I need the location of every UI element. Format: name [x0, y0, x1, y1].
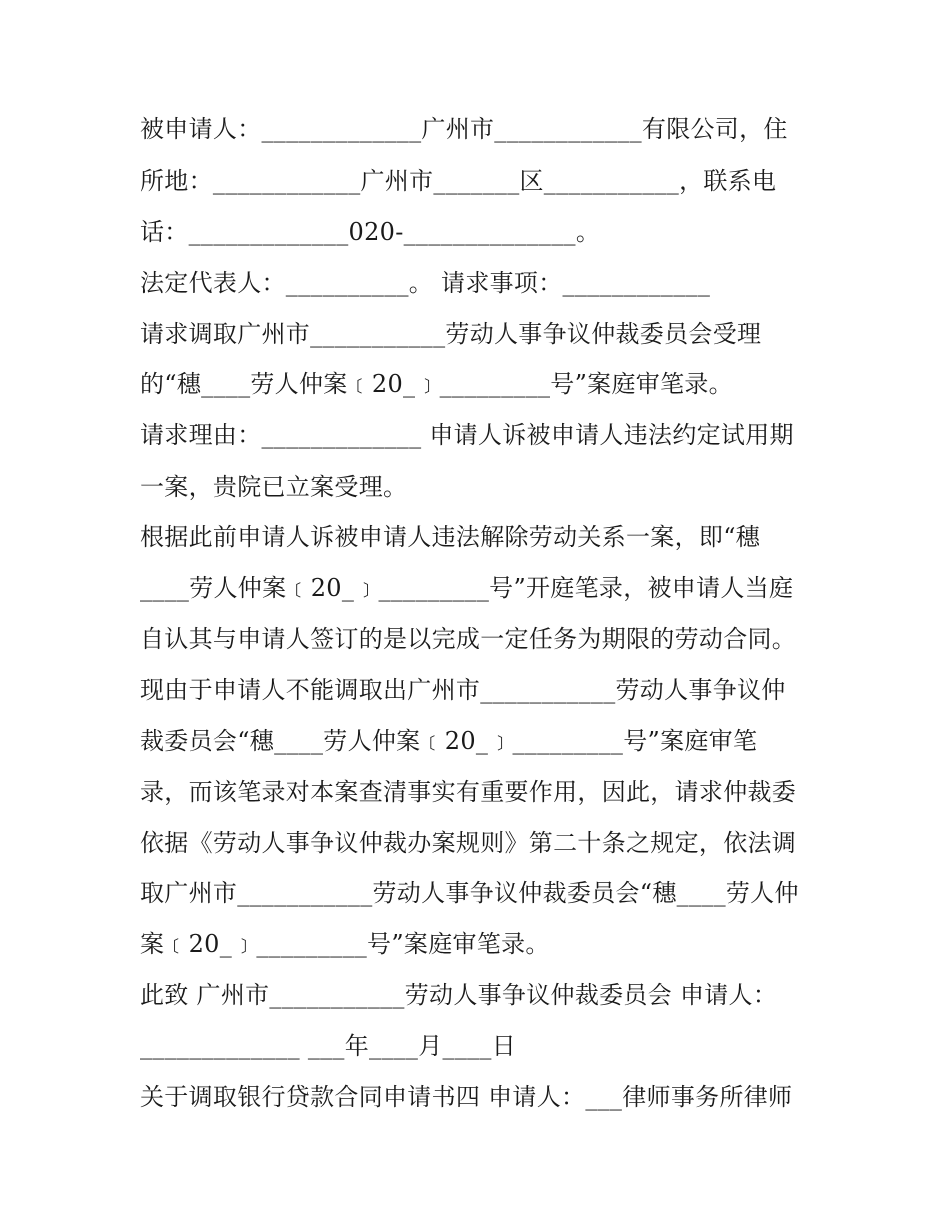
text-line-retrieve-case: 案﹝20_﹞_________号”案庭审笔录。: [140, 930, 550, 958]
text-line-admission: 自认其与申请人签订的是以完成一定任务为期限的劳动合同。: [140, 625, 797, 653]
text-line-address: 所地：____________广州市_______区___________，联系电: [140, 167, 777, 195]
text-line-date: _____________ ___年____月____日: [140, 1032, 517, 1060]
text-line-reason-cont: 一案，贵院已立案受理。: [140, 473, 408, 501]
text-line-current: 现由于申请人不能调取出广州市___________劳动人事争议仲: [140, 676, 786, 704]
text-line-respondent: 被申请人：_____________广州市____________有限公司，住: [140, 115, 788, 143]
text-line-request: 请求调取广州市___________劳动人事争议仲裁委员会受理: [140, 320, 762, 348]
text-line-legal-representative: 法定代表人：__________。 请求事项：____________: [140, 269, 711, 297]
text-line-addressee: 此致 广州市___________劳动人事争议仲裁委员会 申请人：: [140, 981, 778, 1009]
text-line-current-case: 裁委员会“穗____劳人仲案﹝20_﹞_________号”案庭审笔: [140, 727, 758, 755]
text-line-request-case: 的“穗____劳人仲案﹝20_﹞_________号”案庭审笔录。: [140, 370, 733, 398]
text-line-basis-case: ____劳人仲案﹝20_﹞_________号”开庭笔录，被申请人当庭: [140, 574, 794, 602]
text-line-basis: 根据此前申请人诉被申请人违法解除劳动关系一案，即“穗: [140, 523, 761, 551]
text-line-retrieve: 取广州市___________劳动人事争议仲裁委员会“穗____劳人仲: [140, 879, 799, 907]
text-line-importance: 录，而该笔录对本案查清事实有重要作用，因此，请求仲裁委: [140, 778, 797, 806]
text-line-reason: 请求理由：_____________ 申请人诉被申请人违法约定试用期: [140, 421, 794, 449]
text-line-rules: 依据《劳动人事争议仲裁办案规则》第二十条之规定，依法调: [140, 829, 797, 857]
text-line-phone: 话：_____________020-______________。: [140, 218, 601, 246]
text-line-next-title: 关于调取银行贷款合同申请书四 申请人：___律师事务所律师: [140, 1083, 793, 1111]
